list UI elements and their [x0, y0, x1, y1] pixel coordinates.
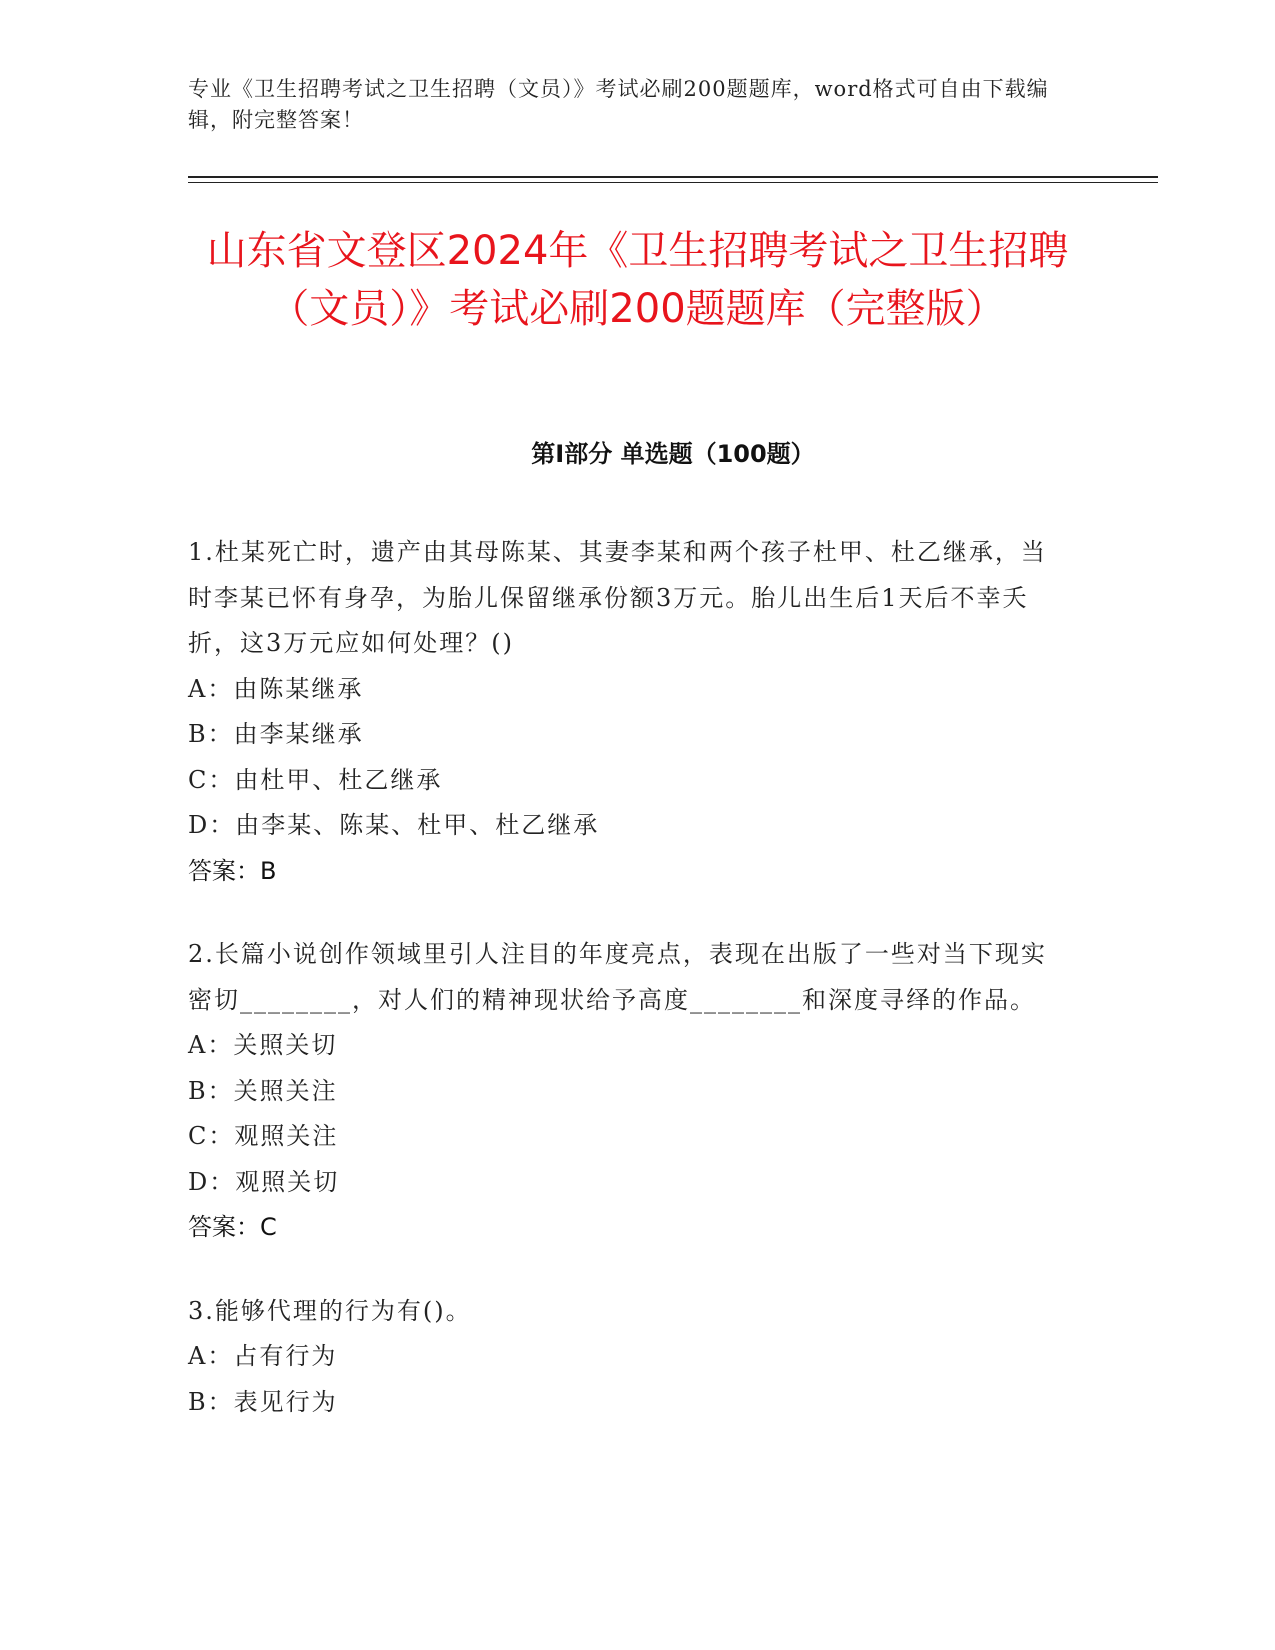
- option-b: B：由李某继承: [188, 720, 364, 748]
- header-rule-thick: [188, 176, 1158, 178]
- answer-line: 答案：B: [188, 856, 277, 885]
- answer-line: 答案：C: [188, 1213, 277, 1241]
- question-3: [188, 1289, 1068, 1426]
- question-stem: 1.杜某死亡时，遗产由其母陈某、其妻李某和两个孩子杜甲、杜乙继承，当时李某已怀有身孕，为胎儿保留继承份额3万元。胎儿出生后1天后不幸夭折，这3万元应如何处理？(): [188, 538, 1047, 657]
- document-title: 山东省文登区2024年《卫生招聘考试之卫生招聘（文员）》考试必刷200题题库（完整版）: [206, 228, 1069, 332]
- question-stem: 3.能够代理的行为有()。: [188, 1296, 472, 1325]
- option-b: B：表见行为: [188, 1387, 338, 1416]
- question-2: [188, 932, 1068, 1251]
- option-d: D：观照关切: [188, 1167, 340, 1196]
- option-a: A：由陈某继承: [188, 674, 364, 703]
- option-a: A：关照关切: [188, 1031, 338, 1059]
- option-c: C：由杜甲、杜乙继承: [188, 765, 443, 794]
- option-a: A：占有行为: [188, 1342, 338, 1370]
- header-rule-thin: [188, 182, 1158, 183]
- question-stem: 2.长篇小说创作领域里引人注目的年度亮点，表现在出版了一些对当下现实密切________，对人们的精神现状给予高度________和深度寻绎的作品。: [188, 940, 1047, 1014]
- header-note: 专业《卫生招聘考试之卫生招聘（文员）》考试必刷200题题库，word格式可自由下载编辑，附完整答案！: [188, 77, 1049, 132]
- option-d: D：由李某、陈某、杜甲、杜乙继承: [188, 811, 600, 839]
- section-heading: 第I部分 单选题（100题）: [531, 440, 815, 468]
- option-b: B：关照关注: [188, 1076, 338, 1105]
- question-list: [188, 530, 1068, 1463]
- question-1: [188, 530, 1068, 894]
- option-c: C：观照关注: [188, 1122, 339, 1150]
